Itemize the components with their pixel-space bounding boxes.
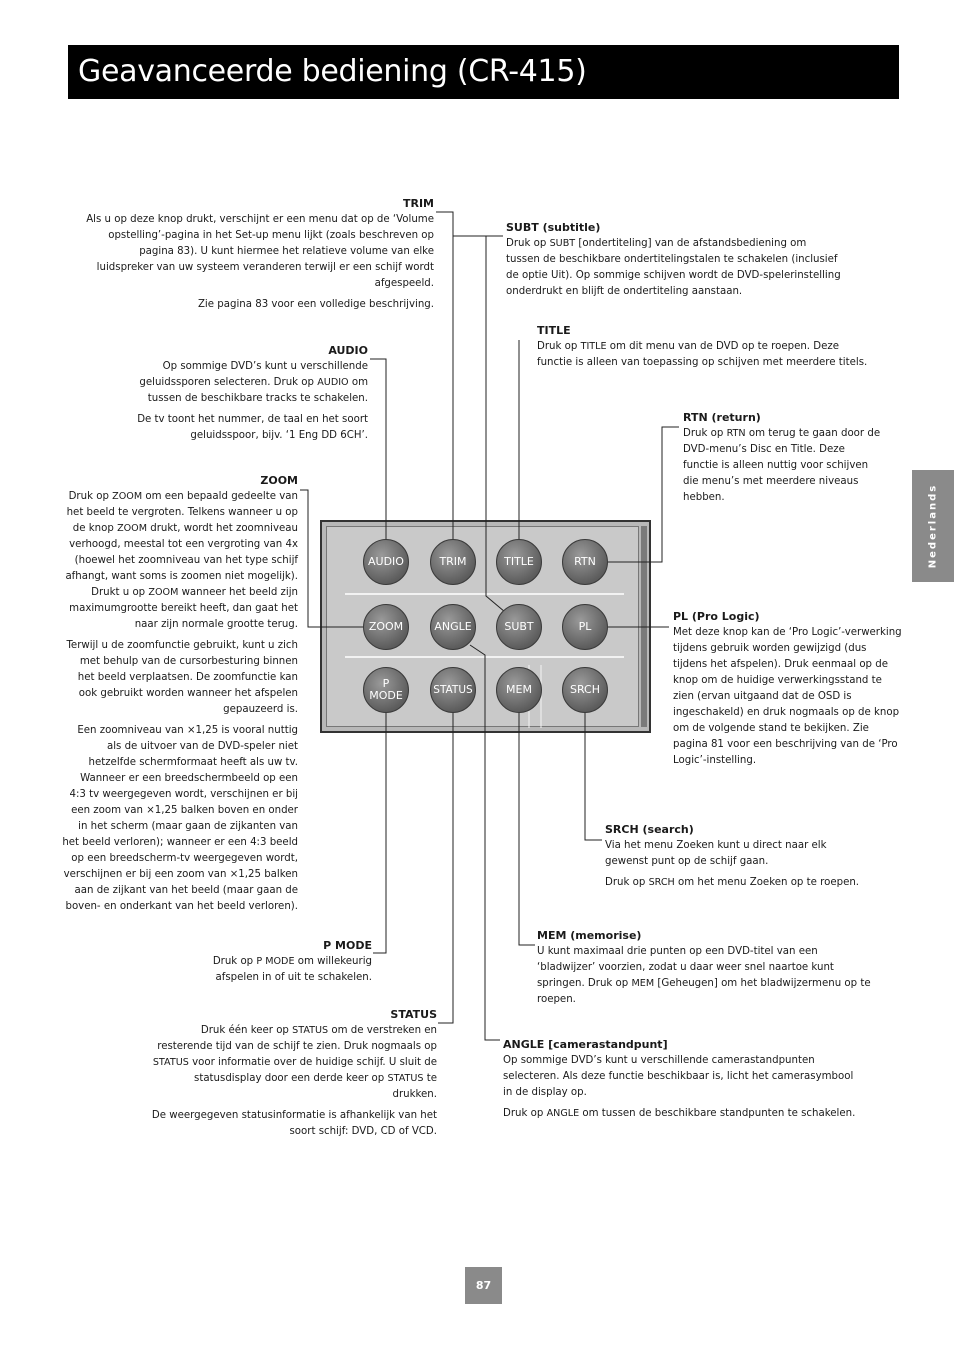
status-text-c: voor informatie over de huidige schijf. U sluit de statusdisplay door een derde keer op (188, 1057, 437, 1084)
trim-text: Als u op deze knop drukt, verschijnt er een menu dat op de ‘Volume opstelling’-pagina in het Set-up menu lijkt (zoals beschreven op pagina 83). U kunt hiermee het relatieve volume van elke luidspreker van uw systeem veranderen terwijl er een schijf wordt afgespeeld. (86, 214, 434, 289)
title-text (537, 339, 870, 371)
subt-text (506, 236, 842, 300)
title-section (537, 323, 870, 376)
subt-button-label: SUBT (504, 620, 534, 633)
mem-button[interactable] (496, 667, 542, 713)
status-key-1: STATUS (292, 1025, 329, 1036)
rtn-button-label: RTN (574, 555, 596, 568)
p-mode-section (190, 938, 372, 991)
angle-usage-text (503, 1106, 863, 1122)
angle-heading: ANGLE [camerastandpunt] (503, 1038, 668, 1051)
page-title: Geavanceerde bediening (CR-415) (78, 54, 587, 89)
zoom-button[interactable] (363, 604, 409, 650)
mem-section (537, 928, 873, 1013)
audio-button[interactable] (363, 539, 409, 585)
zoom-text-b: om een bepaald gedeelte van het beeld te vergroten. Telkens wanneer u op de knop (66, 491, 298, 534)
mem-key: MEM (631, 978, 655, 989)
zoom-heading: ZOOM (260, 474, 298, 487)
p-mode-text-a: Druk op (212, 956, 257, 967)
p-mode-text (190, 954, 372, 986)
p-mode-key: P MODE (256, 956, 295, 967)
status-key-3: STATUS (387, 1073, 424, 1084)
p-mode-heading: P MODE (323, 939, 372, 952)
status-key-2: STATUS (152, 1057, 189, 1068)
status-button-label: STATUS (433, 684, 473, 696)
audio-button-label: AUDIO (368, 555, 404, 568)
status-heading: STATUS (390, 1008, 437, 1021)
srch-usage-text (605, 875, 867, 891)
p-mode-button-label-2: MODE (369, 689, 403, 702)
pl-button-label: PL (578, 620, 592, 633)
subt-text-a: Druk op (506, 238, 550, 249)
rtn-button[interactable] (562, 539, 608, 585)
angle-key: ANGLE (546, 1108, 580, 1119)
zoom-text-a: Druk op (68, 491, 113, 502)
subt-button[interactable] (496, 604, 542, 650)
srch-usage-a: Druk op (605, 877, 649, 888)
audio-text-b: om tussen de beschikbare tracks te schakelen. (147, 377, 368, 404)
title-button[interactable] (496, 539, 542, 585)
rtn-heading: RTN (return) (683, 411, 761, 424)
trim-reference: Zie pagina 83 voor een volledige beschrijving. (197, 299, 434, 310)
language-tab-label: Nederlands (927, 483, 939, 569)
status-text (150, 1023, 437, 1103)
zoom-button-label: ZOOM (368, 620, 404, 633)
audio-key: AUDIO (317, 377, 349, 388)
title-text-a: Druk op (537, 341, 581, 352)
subt-text-b: [ondertiteling] van de afstandsbediening om tussen de beschikbare ondertitelingstalen te schakelen (inclusief de optie Uit). Op sommige schijven wordt de DVD-spelerinstelling onderdrukt en blijft de ondertiteling aanstaan. (506, 238, 841, 297)
zoom-text (62, 489, 298, 633)
rtn-text-b: om terug te gaan door de DVD-menu’s Disc en Title. Deze functie is alleen nuttig voor schijven die menu’s met meerdere niveaus hebben. (683, 428, 881, 503)
p-mode-button-label-1: P (382, 677, 390, 690)
angle-usage-a: Druk op (503, 1108, 547, 1119)
zoom-section (62, 473, 298, 920)
audio-text-a: Op sommige DVD’s kunt u verschillende geluidssporen selecteren. Druk op (139, 361, 368, 388)
trim-heading: TRIM (402, 197, 434, 210)
pl-text: Met deze knop kan de ‘Pro Logic’-verwerking tijdens gebruik worden gewijzigd (dus tijdens het afspelen). Druk eenmaal op de knop om de huidige verwerkingsstand te zien (ervan uitgaand dat de OSD is ingeschakeld) en druk nogmaals op de knop om de volgende stand te bekijken. Zie pagina 81 voor een beschrijving van de ‘Pro Logic’-instelling. (673, 627, 902, 766)
trim-button-label: TRIM (439, 555, 467, 568)
pl-heading: PL (Pro Logic) (673, 610, 760, 623)
zoom-key-2: ZOOM (117, 523, 148, 534)
mem-text (537, 944, 873, 1008)
status-button[interactable] (430, 667, 476, 713)
status-text-a: Druk één keer op (200, 1025, 293, 1036)
subt-key: SUBT (549, 238, 576, 249)
audio-text (110, 359, 368, 407)
srch-heading: SRCH (search) (605, 823, 694, 836)
trim-section (80, 196, 434, 318)
trim-button[interactable] (430, 539, 476, 585)
zoom-key-1: ZOOM (112, 491, 143, 502)
zoom-text-c: drukt, wordt het zoomniveau verhoogd, meestal tot een vergroting van 4x (hoewel het zoomniveau van het type schijf afhangt, want soms is zoomen niet mogelijk). Drukt u op (65, 523, 298, 598)
status-text-d: te drukken. (392, 1073, 437, 1100)
mem-heading: MEM (memorise) (537, 929, 642, 942)
zoom-key-3: ZOOM (148, 587, 179, 598)
angle-text: Op sommige DVD’s kunt u verschillende camerastandpunten selecteren. Als deze functie beschikbaar is, licht het camerasymbool in de display op. (503, 1055, 854, 1098)
srch-text: Via het menu Zoeken kunt u direct naar elk gewenst punt op de schijf gaan. (605, 840, 827, 867)
status-section (150, 1007, 437, 1145)
rtn-text-a: Druk op (683, 428, 727, 439)
audio-section (110, 343, 368, 449)
page-number: 87 (465, 1267, 502, 1304)
zoom-text-d: wanneer het beeld zijn maximumgrootte bereikt heeft, dan gaat het naar zijn normale grootte terug. (69, 587, 298, 630)
srch-section (605, 822, 867, 896)
zoom-cursor-text: Terwijl u de zoomfunctie gebruikt, kunt u zich met behulp van de cursorbesturing binnen het beeld verplaatsen. De zoomfunctie kan ook gebruikt worden wanneer het afspelen gepauzeerd is. (66, 640, 298, 715)
angle-button[interactable] (430, 604, 476, 650)
srch-key: SRCH (648, 877, 675, 888)
srch-button-label: SRCH (569, 683, 601, 696)
srch-usage-b: om het menu Zoeken op te roepen. (674, 877, 860, 888)
status-text-b: om de verstreken en resterende tijd van de schijf te zien. Druk nogmaals op (157, 1025, 437, 1052)
audio-heading: AUDIO (328, 344, 368, 357)
angle-button-label: ANGLE (434, 620, 472, 633)
title-text-b: om dit menu van de DVD op te roepen. Deze functie is alleen van toepassing op schijven met meerdere titels. (537, 341, 868, 368)
mem-button-label: MEM (506, 683, 532, 696)
mem-text-a: U kunt maximaal drie punten op een DVD-titel van een ‘bladwijzer’ voorzien, zodat u daar weer snel naartoe kunt springen. Druk op (537, 946, 834, 989)
subt-heading: SUBT (subtitle) (506, 221, 601, 234)
pl-section (673, 609, 903, 774)
subt-section (506, 220, 842, 305)
pl-button[interactable] (562, 604, 608, 650)
title-heading: TITLE (537, 324, 571, 337)
rtn-text (683, 426, 883, 506)
p-mode-text-b: om willekeurig afspelen in of uit te schakelen. (215, 956, 372, 983)
angle-section (503, 1037, 863, 1127)
p-mode-button[interactable] (363, 667, 409, 713)
title-key: TITLE (580, 341, 607, 352)
srch-button[interactable] (562, 667, 608, 713)
title-button-label: TITLE (504, 555, 534, 568)
mem-text-b: [Geheugen] om het bladwijzermenu op te roepen. (537, 978, 871, 1005)
rtn-section (683, 410, 883, 511)
zoom-ratio-text: Een zoomniveau van ×1,25 is vooral nuttig als de uitvoer van de DVD-speler niet hetzelfde schermformaat heeft als uw tv. Wanneer er een breedschermbeeld op een 4:3 tv weergegeven wordt, verschijnen er bij een zoom van ×1,25 balken boven en onder in het scherm (maar gaan de zijkanten van het beeld verloren); wanneer er een 4:3 beeld op een breedscherm-tv weergegeven wordt, verschijnen er bij een zoom van ×1,25 balken aan de zijkant van het beeld (maar gaan de boven- en onderkant van het beeld verloren). (62, 725, 298, 912)
audio-display-text: De tv toont het nummer, de taal en het soort geluidsspoor, bijv. ‘1 Eng DD 6CH’. (137, 414, 368, 441)
status-info-text: De weergegeven statusinformatie is afhankelijk van het soort schijf: DVD, CD of VCD. (151, 1110, 437, 1137)
angle-usage-b: om tussen de beschikbare standpunten te schakelen. (579, 1108, 856, 1119)
rtn-key: RTN (726, 428, 746, 439)
